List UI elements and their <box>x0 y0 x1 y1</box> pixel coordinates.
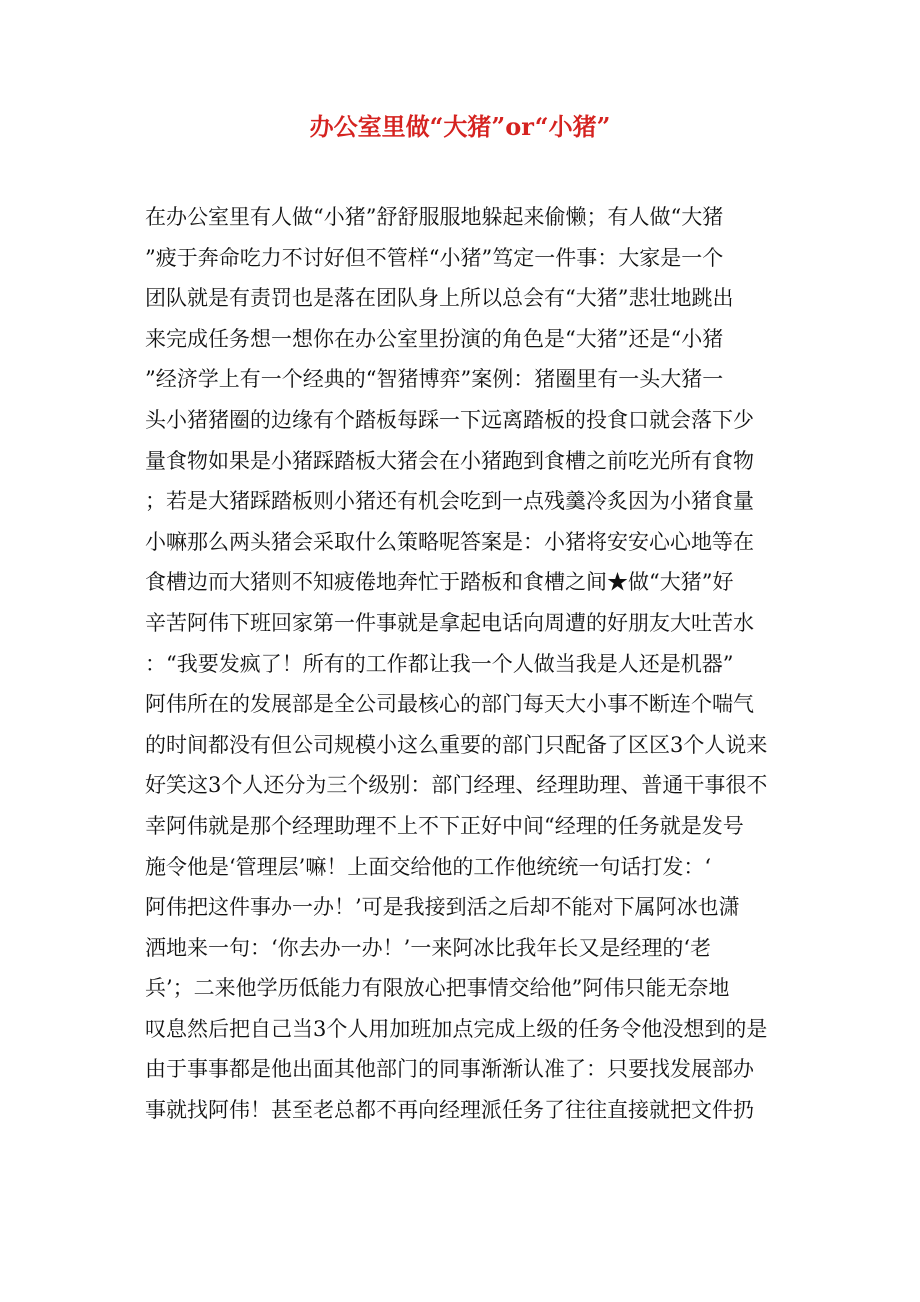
text-line: 由于事事都是他出面其他部门的同事渐渐认准了：只要找发展部办 <box>145 1057 754 1082</box>
text-line: 团队就是有责罚也是落在团队身上所以总会有“大猪”悲壮地跳出 <box>145 286 734 311</box>
text-line: 辛苦阿伟下班回家第一件事就是拿起电话向周遭的好朋友大吐苦水 <box>145 610 754 635</box>
text-line: 施令他是‘管理层’嘛！上面交给他的工作他统统一句话打发：‘ <box>145 854 712 879</box>
text-line: 好笑这3个人还分为三个级别：部门经理、经理助理、普通干事很不 <box>145 773 768 798</box>
text-line: 阿伟所在的发展部是全公司最核心的部门每天大小事不断连个喘气 <box>145 692 754 717</box>
text-line: 兵’；二来他学历低能力有限放心把事情交给他”阿伟只能无奈地 <box>145 976 730 1001</box>
text-line: 的时间都没有但公司规模小这么重要的部门只配备了区区3个人说来 <box>145 732 768 757</box>
text-line: 事就找阿伟！甚至老总都不再向经理派任务了往往直接就把文件扔 <box>145 1098 754 1123</box>
text-line: 在办公室里有人做“小猪”舒舒服服地躲起来偷懒；有人做“大猪 <box>145 205 724 229</box>
text-line: 头小猪猪圈的边缘有个踏板每踩一下远离踏板的投食口就会落下少 <box>145 407 754 432</box>
document-body <box>145 197 785 1131</box>
text-line: 幸阿伟就是那个经理助理不上不下正好中间“经理的任务就是发号 <box>145 813 744 838</box>
text-line: 小嘛那么两头猪会采取什么策略呢答案是：小猪将安安心心地等在 <box>145 529 754 554</box>
text-line: 叹息然后把自己当3个人用加班加点完成上级的任务令他没想到的是 <box>145 1016 768 1041</box>
document-title: 办公室里做“大猪”or“小猪” <box>309 112 611 141</box>
text-line: 来完成任务想一想你在办公室里扮演的角色是“大猪”还是“小猪 <box>145 326 724 351</box>
text-line: 量食物如果是小猪踩踏板大猪会在小猪跑到食槽之前吃光所有食物 <box>145 448 754 473</box>
text-line: ”疲于奔命吃力不讨好但不管样“小猪”笃定一件事：大家是一个 <box>145 245 724 270</box>
text-line: ：“我要发疯了！所有的工作都让我一个人做当我是人还是机器” <box>145 651 734 676</box>
text-line: ；若是大猪踩踏板则小猪还有机会吃到一点残羹冷炙因为小猪食量 <box>145 489 754 514</box>
text-line: 食槽边而大猪则不知疲倦地奔忙于踏板和食槽之间★做“大猪”好 <box>145 570 734 595</box>
text-line: 洒地来一句：‘你去办一办！’一来阿冰比我年长又是经理的‘老 <box>145 935 712 960</box>
text-line: ”经济学上有一个经典的“智猪博弈”案例：猪圈里有一头大猪一 <box>145 367 724 392</box>
text-line: 阿伟把这件事办一办！’可是我接到活之后却不能对下属阿冰也潇 <box>145 895 740 920</box>
